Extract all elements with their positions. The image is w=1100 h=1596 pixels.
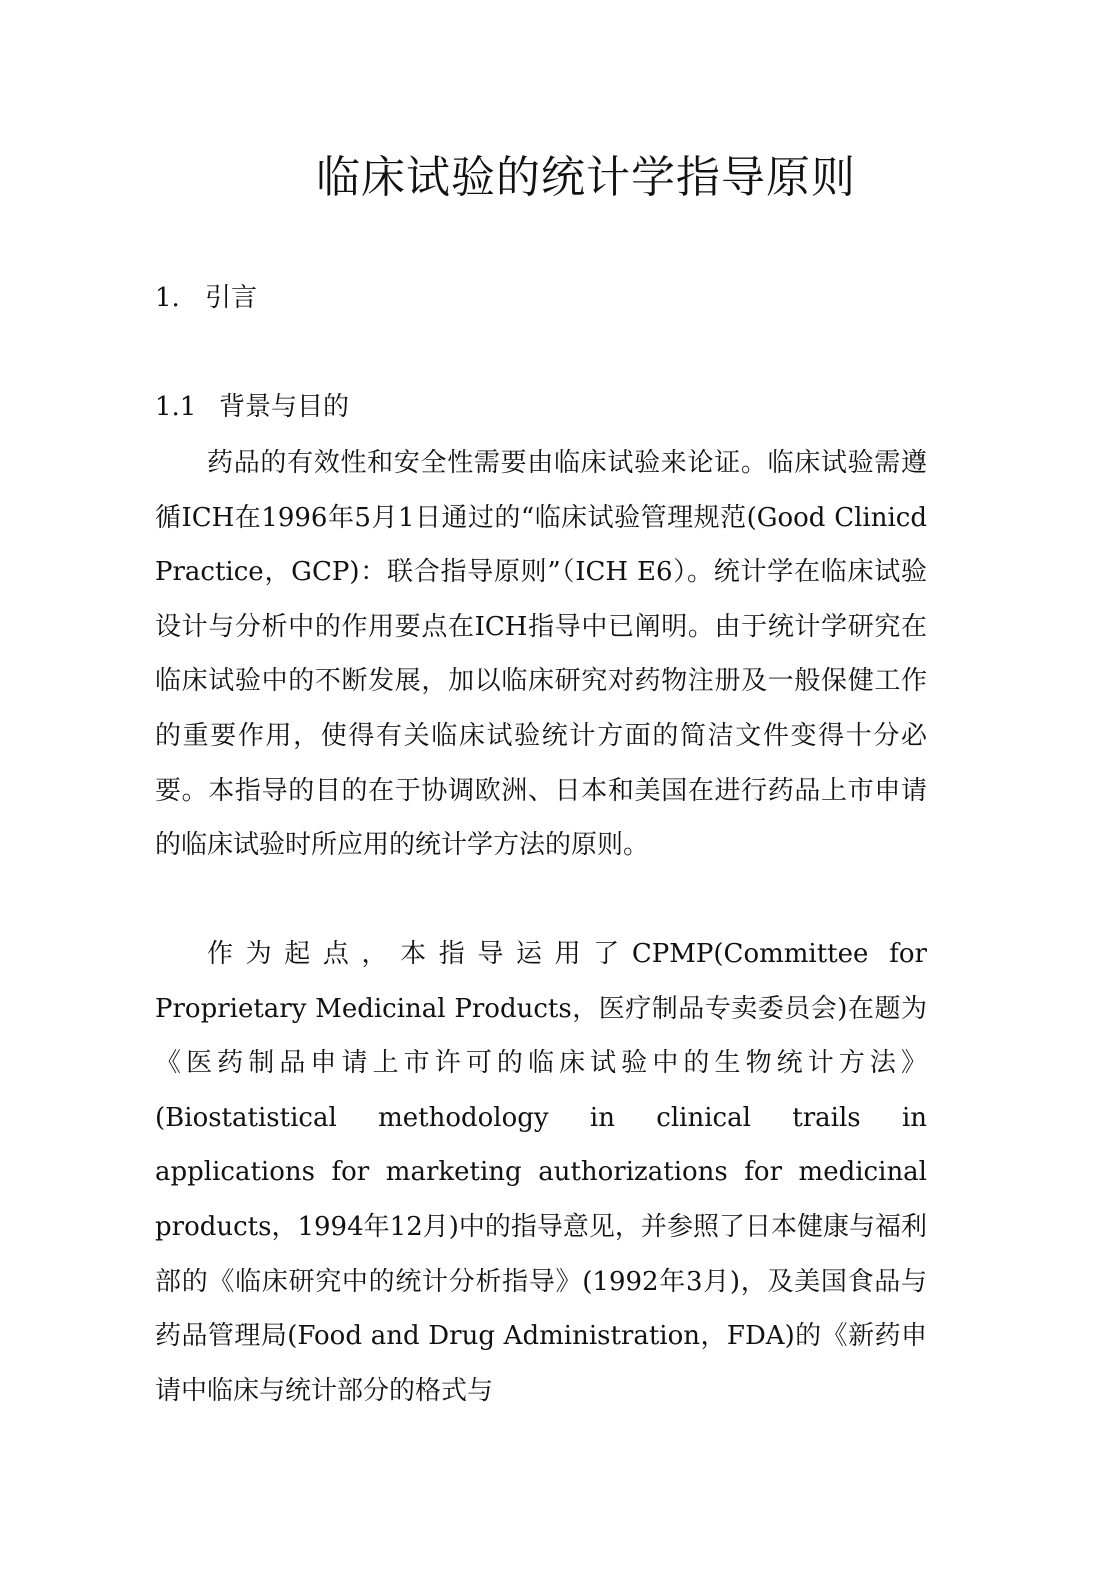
section-number: 1.: [155, 283, 180, 313]
body-paragraph: 作为起点，本指导运用了CPMP(Committee for Proprietary Medicinal Products，医疗制品专卖委员会)在题为《医药制品申请上市许可的临床试验中的生物统计方法》(Biostatistical methodology in clinical trails in applications for marketing authorizations for medicinal products，1994年12月)中的指导意见，并参照了日本健康与福利部的《临床研究中的统计分析指导》(1992年3月)，及美国食品与药品管理局(Food and Drug Administration，FDA)的《新药申请中临床与统计部分的格式与: [155, 939, 927, 1406]
page-title: 临床试验的统计学指导原则: [316, 152, 856, 203]
section-title: 引言: [205, 283, 258, 313]
body-paragraph-2-block: [155, 927, 927, 1418]
body-paragraph-1-block: [155, 436, 927, 873]
section-heading-background: [155, 387, 349, 427]
body-paragraph: 药品的有效性和安全性需要由临床试验来论证。临床试验需遵循ICH在1996年5月1日通过的“临床试验管理规范(Good Clinicd Practice，GCP)：联合指导原则”（ICH E6）。统计学在临床试验设计与分析中的作用要点在ICH指导中已阐明。由于统计学研究在临床试验中的不断发展，加以临床研究对药物注册及一般保健工作的重要作用，使得有关临床试验统计方面的简洁文件变得十分必要。本指导的目的在于协调欧洲、日本和美国在进行药品上市申请的临床试验时所应用的统计学方法的原则。: [155, 448, 927, 861]
section-number: 1.1: [155, 392, 197, 422]
section-title: 背景与目的: [219, 392, 350, 422]
section-heading-introduction: [155, 278, 257, 318]
